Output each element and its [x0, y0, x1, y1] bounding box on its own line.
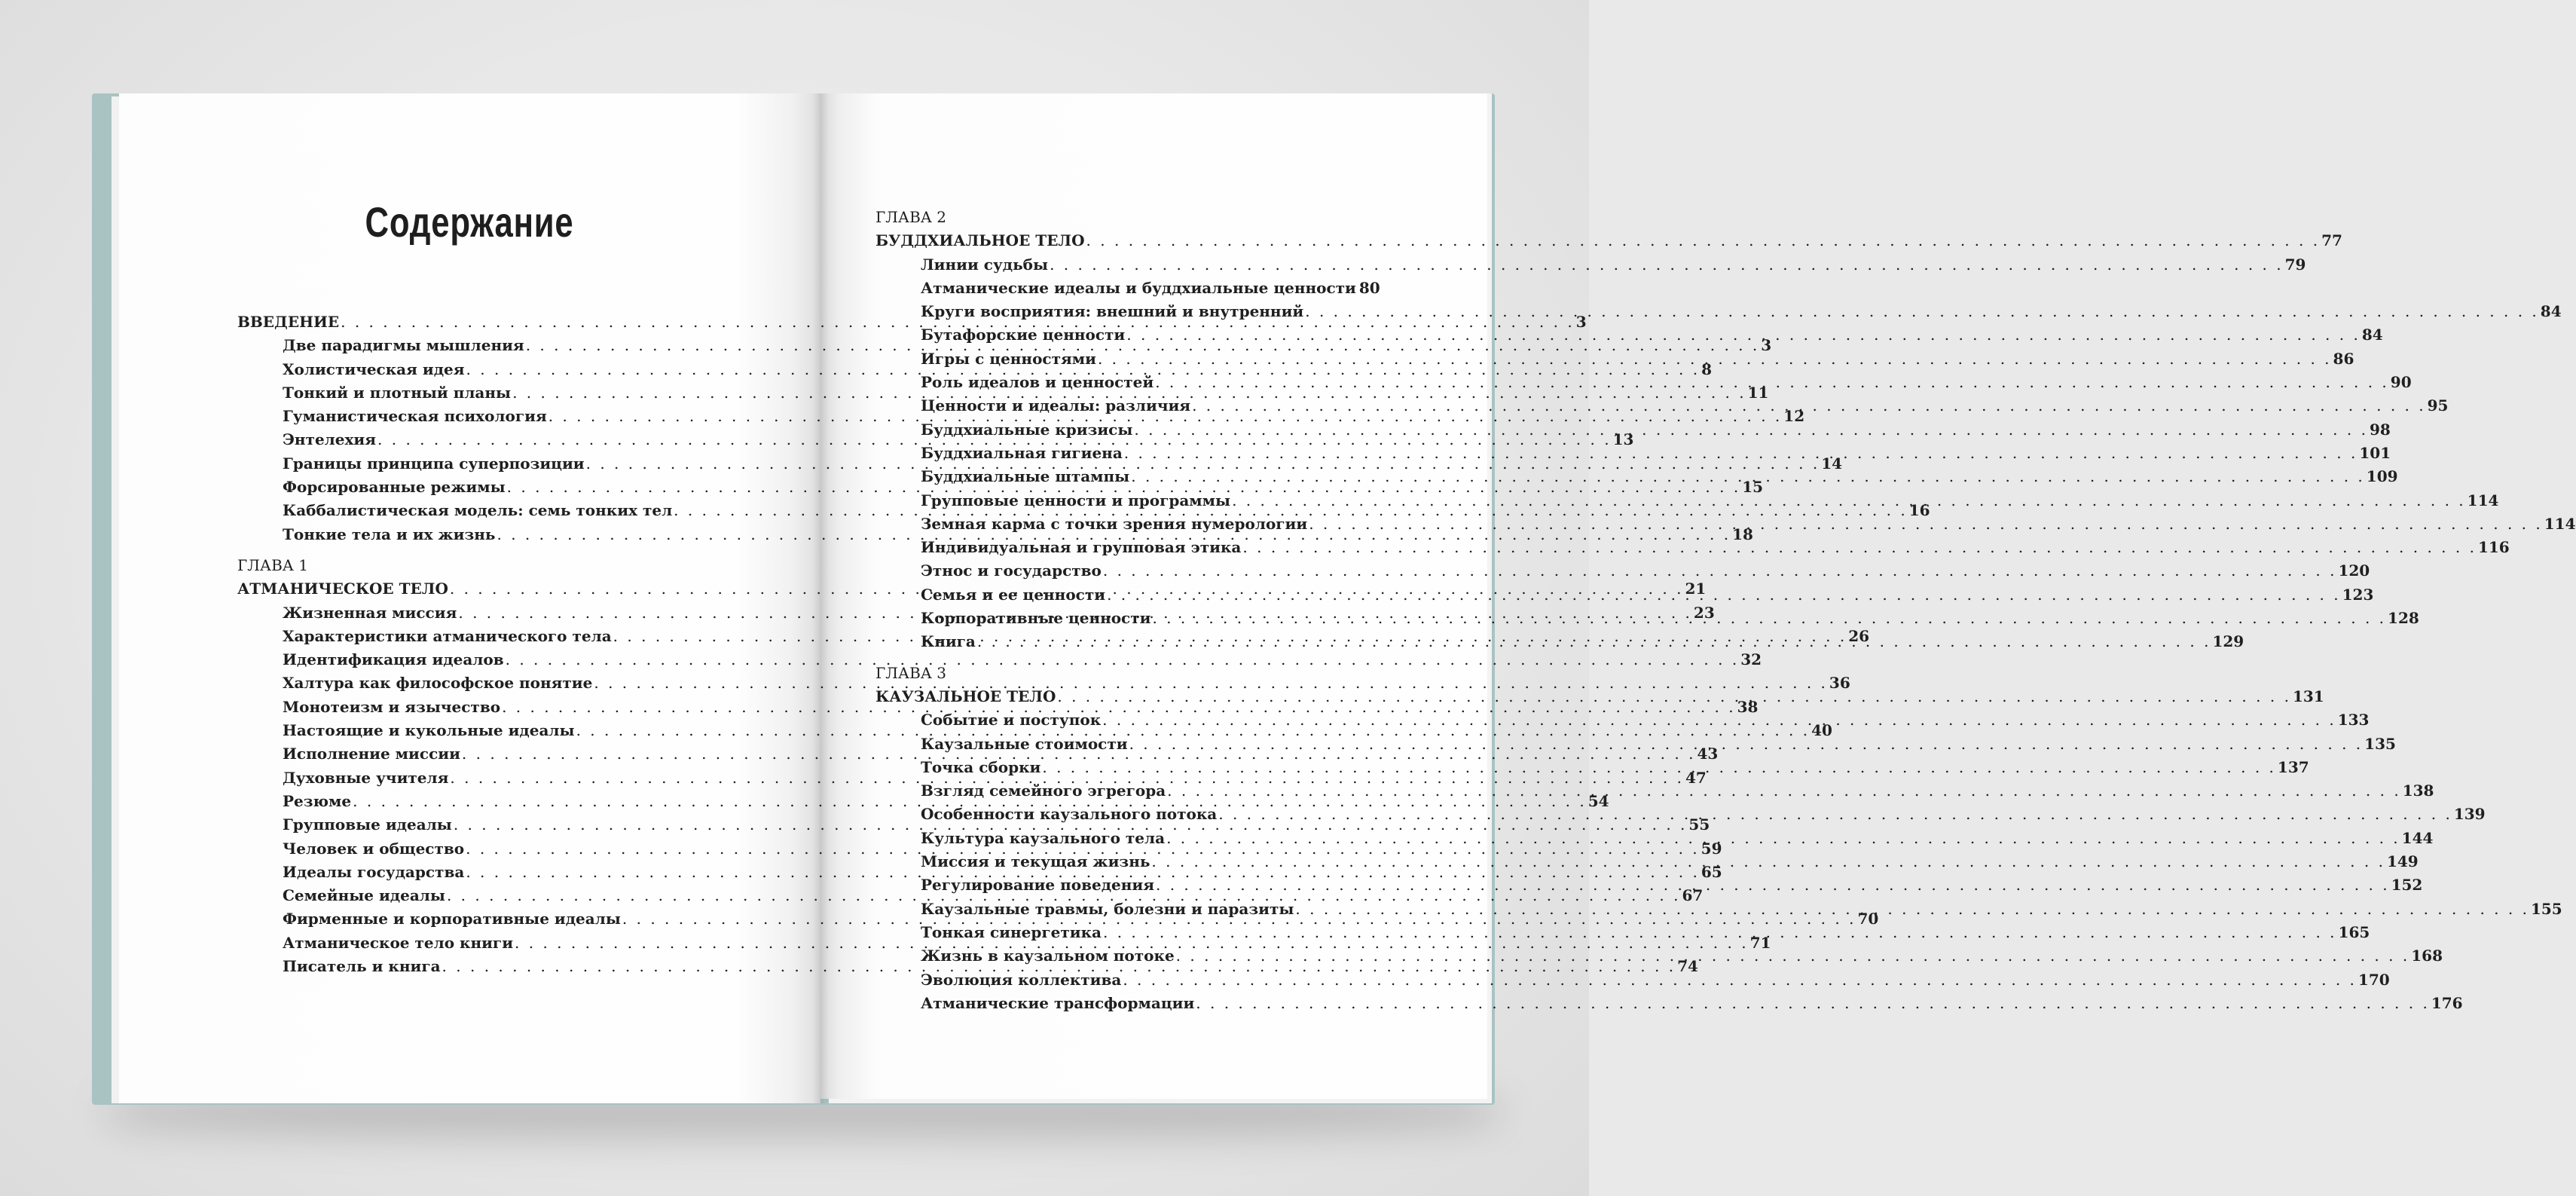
- toc-entry-label: Тонкий и плотный планы: [283, 383, 512, 402]
- toc-dot-leader: [1167, 779, 2401, 803]
- toc-entry: [875, 253, 2306, 277]
- toc-page-number: 65: [1701, 862, 1722, 881]
- toc-entry-label: Роль идеалов и ценностей: [921, 373, 1154, 392]
- toc-entry-label: Писатель и книга: [283, 957, 441, 976]
- toc-page-number: 11: [1747, 383, 1769, 402]
- toc-entry: [875, 323, 2383, 347]
- toc-page-number: 133: [2337, 711, 2370, 730]
- toc-entry: [875, 300, 2562, 323]
- toc-page-number: 168: [2411, 947, 2443, 965]
- toc-entry-label: Книга: [921, 632, 976, 651]
- toc-page-number: 149: [2386, 852, 2419, 871]
- toc-page-number: 79: [2284, 255, 2306, 274]
- toc-page-number: 67: [1682, 886, 1704, 905]
- toc-page-number: 12: [1783, 407, 1805, 426]
- toc-dot-leader: [1124, 442, 2358, 465]
- toc-page-number: 120: [2338, 561, 2370, 580]
- toc-page-number: 84: [2361, 326, 2383, 344]
- toc-entry-label: КАУЗАЛЬНОЕ ТЕЛО: [875, 687, 1056, 705]
- toc-page-number: 135: [2364, 734, 2396, 753]
- contents-title: Содержание: [365, 198, 574, 246]
- toc-page-number: 70: [1857, 910, 1879, 928]
- toc-dot-leader: [1102, 708, 2336, 732]
- toc-entry-label: Эволюция коллектива: [921, 970, 1122, 989]
- toc-entry-label: ВВЕДЕНИЕ: [237, 313, 340, 331]
- toc-entry-label: Монотеизм и язычество: [283, 697, 501, 716]
- toc-entry-label: Энтелехия: [283, 430, 377, 449]
- toc-dot-leader: [1131, 465, 2365, 488]
- toc-entry: [875, 968, 2390, 992]
- toc-page-number: 8: [1701, 359, 1713, 378]
- toc-dot-leader: [977, 630, 2211, 653]
- toc-page-number: 131: [2292, 687, 2324, 705]
- toc-dot-leader: [1134, 418, 2368, 442]
- toc-dot-leader: [1196, 992, 2430, 1015]
- toc-page-number: 84: [2540, 302, 2562, 321]
- toc-dot-leader: [1218, 803, 2452, 826]
- toc-page-number: 43: [1697, 745, 1719, 763]
- toc-entry-label: Гуманистическая психология: [283, 407, 547, 426]
- toc-entry-label: Культура каузального тела: [921, 828, 1166, 847]
- toc-dot-leader: [1305, 300, 2539, 323]
- toc-page-number: 80: [1358, 278, 1380, 297]
- toc-page-number: 116: [2477, 538, 2510, 557]
- toc-page-number: 55: [1688, 815, 1710, 834]
- toc-dot-leader: [1166, 827, 2400, 850]
- toc-entry: [875, 992, 2463, 1015]
- toc-entry-label: Корпоративные ценности: [921, 609, 1151, 628]
- toc-entry-label: Линии судьбы: [921, 255, 1049, 274]
- toc-entry: [875, 559, 2370, 583]
- toc-page-number: 77: [2321, 231, 2342, 250]
- toc-page-number: 95: [2427, 396, 2449, 415]
- toc-entry-label: Форсированные режимы: [283, 478, 506, 497]
- toc-entry-label: Семья и ее ценности: [921, 585, 1106, 604]
- toc-page-number: 23: [1693, 603, 1715, 622]
- toc-entry: [237, 648, 1762, 671]
- toc-entry-label: Две парадигмы мышления: [283, 336, 524, 355]
- toc-entry-label: Буддхиальная гигиена: [921, 443, 1123, 462]
- toc-entry: [875, 277, 1380, 300]
- toc-entry-label: Границы принципа суперпозиции: [283, 454, 585, 473]
- toc-dot-leader: [1309, 512, 2543, 536]
- toc-entry-label: Земная карма с точки зрения нумерологии: [921, 514, 1308, 533]
- toc-entry-label: Каббалистическая модель: семь тонких тел: [283, 501, 673, 520]
- toc-page-number: 139: [2453, 805, 2486, 824]
- toc-entry-label: Миссия и текущая жизнь: [921, 852, 1150, 871]
- toc-page-number: 98: [2369, 420, 2391, 439]
- toc-entry-label: Атманическое тело книги: [283, 933, 514, 952]
- toc-chapter-number: ГЛАВА 2: [875, 208, 947, 226]
- toc-entry-label: Тонкие тела и их жизнь: [283, 525, 496, 543]
- toc-page-number: 170: [2358, 970, 2390, 989]
- toc-dot-leader: [1152, 607, 2386, 630]
- toc-dot-leader: [1129, 733, 2364, 756]
- toc-entry-label: Исполнение миссии: [283, 745, 460, 763]
- toc-page-number: 155: [2530, 899, 2562, 918]
- toc-entry-label: Точка сборки: [921, 757, 1041, 776]
- toc-page-number: 176: [2431, 993, 2463, 1012]
- toc-dot-leader: [1126, 323, 2361, 347]
- toc-entry-label: Атманические идеалы и буддхиальные ценности: [921, 278, 1356, 297]
- toc-page-number: 114: [2467, 491, 2499, 509]
- toc-dot-leader: [1103, 559, 2337, 583]
- toc-page-number: 32: [1740, 650, 1762, 669]
- toc-entry-label: Буддхиальные штампы: [921, 467, 1130, 486]
- toc-page-number: 129: [2212, 632, 2244, 651]
- toc-dot-leader: [1232, 489, 2466, 512]
- toc-page-number: 71: [1749, 933, 1771, 952]
- toc-dot-leader: [1050, 253, 2284, 277]
- toc-entry-label: Халтура как философское понятие: [283, 674, 593, 693]
- toc-page-number: 114: [2544, 514, 2576, 533]
- toc-entry: [875, 347, 2354, 371]
- toc-entry-label: БУДДХИАЛЬНОЕ ТЕЛО: [875, 231, 1085, 250]
- toc-page-number: 101: [2359, 443, 2391, 462]
- toc-page-number: 14: [1821, 454, 1843, 473]
- toc-page-number: 86: [2333, 349, 2354, 368]
- toc-page-number: 40: [1811, 721, 1832, 740]
- toc-entry-label: Характеристики атманического тела: [283, 626, 612, 645]
- toc-dot-leader: [1042, 756, 2276, 779]
- toc-page-number: 137: [2277, 757, 2309, 776]
- toc-entry-label: Событие и поступок: [921, 711, 1102, 730]
- toc-entry-label: Фирменные и корпоративные идеалы: [283, 910, 621, 928]
- toc-page-number: 15: [1742, 478, 1764, 497]
- toc-dot-leader: [1123, 968, 2357, 992]
- toc-page-number: 3: [1761, 336, 1772, 355]
- toc-page-number: 54: [1587, 791, 1609, 810]
- toc-page-number: 165: [2338, 922, 2370, 941]
- toc-entry-label: Каузальные травмы, болезни и паразиты: [921, 899, 1294, 918]
- toc-page-number: 128: [2388, 609, 2419, 628]
- toc-dot-leader: [1155, 371, 2389, 394]
- toc-chapter-number: ГЛАВА 3: [875, 663, 947, 682]
- toc-page-number: 21: [1685, 580, 1707, 598]
- toc-chapter-title: [875, 229, 2342, 252]
- toc-page-number: 109: [2366, 467, 2398, 486]
- toc-entry-label: Атманические трансформации: [921, 993, 1195, 1012]
- toc-dot-leader: [1176, 944, 2410, 968]
- toc-entry-label: АТМАНИЧЕСКОЕ ТЕЛО: [237, 580, 448, 598]
- toc-entry-label: Групповые ценности и программы: [921, 491, 1231, 509]
- toc-page-number: 138: [2402, 782, 2434, 800]
- toc-dot-leader: [1156, 873, 2390, 897]
- toc-page-number: 13: [1612, 430, 1634, 449]
- toc-page-number: 144: [2401, 828, 2434, 847]
- toc-entry-label: Игры с ценностями: [921, 349, 1096, 368]
- toc-entry-label: Жизненная миссия: [283, 603, 457, 622]
- toc-entry-label: Холистическая идея: [283, 359, 465, 378]
- toc-entry-label: Настоящие и кукольные идеалы: [283, 721, 575, 740]
- toc-dot-leader: [1107, 583, 2341, 607]
- toc-entry-label: Бутафорские ценности: [921, 326, 1126, 344]
- toc-entry-label: Семейные идеалы: [283, 886, 445, 905]
- toc-page-number: 59: [1701, 839, 1722, 858]
- toc-entry: [875, 536, 2510, 559]
- toc-dot-leader: [1057, 685, 2291, 708]
- toc-dot-leader: [1151, 850, 2385, 873]
- toc-entry-label: Жизнь в каузальном потоке: [921, 947, 1175, 965]
- toc-entry-label: Ценности и идеалы: различия: [921, 396, 1191, 415]
- toc-entry-label: Индивидуальная и групповая этика: [921, 538, 1242, 557]
- toc-entry-label: Человек и общество: [283, 839, 465, 858]
- toc-page-number: 90: [2390, 373, 2412, 392]
- toc-dot-leader: [1103, 921, 2337, 944]
- toc-entry-label: Взгляд семейного эгрегора: [921, 782, 1166, 800]
- toc-chapter-number: ГЛАВА 1: [237, 555, 309, 574]
- toc-page-number: 152: [2391, 876, 2423, 895]
- toc-dot-leader: [1295, 898, 2529, 921]
- toc-page-number: 16: [1908, 501, 1930, 520]
- toc-page-number: 123: [2342, 585, 2374, 604]
- toc-page-number: 18: [1732, 525, 1753, 543]
- toc-dot-leader: [1086, 229, 2321, 252]
- toc-dot-leader: [1098, 347, 2332, 371]
- toc-entry-label: Резюме: [283, 791, 352, 810]
- toc-dot-leader: [1242, 536, 2477, 559]
- toc-entry-label: Каузальные стоимости: [921, 734, 1128, 753]
- toc-entry-label: Групповые идеалы: [283, 815, 452, 834]
- toc-page-number: 38: [1737, 697, 1759, 716]
- toc-entry-label: Этнос и государство: [921, 561, 1102, 580]
- toc-entry-label: Духовные учителя: [283, 768, 449, 787]
- toc-page-number: 36: [1829, 674, 1850, 693]
- toc-dot-leader: [1192, 394, 2426, 418]
- toc-entry-label: Идеалы государства: [283, 862, 465, 881]
- toc-entry-label: Буддхиальные кризисы: [921, 420, 1133, 439]
- toc-page-number: 3: [1575, 313, 1587, 331]
- toc-page-number: 74: [1677, 957, 1698, 976]
- toc-entry-label: Тонкая синергетика: [921, 922, 1102, 941]
- toc-entry-label: Особенности каузального потока: [921, 805, 1218, 824]
- toc-entry-label: Регулирование поведения: [921, 876, 1154, 895]
- toc-page-number: 26: [1848, 626, 1870, 645]
- toc-page-number: 47: [1685, 768, 1707, 787]
- toc-entry-label: Круги восприятия: внешний и внутренний: [921, 302, 1304, 321]
- toc-entry-label: Идентификация идеалов: [283, 650, 504, 669]
